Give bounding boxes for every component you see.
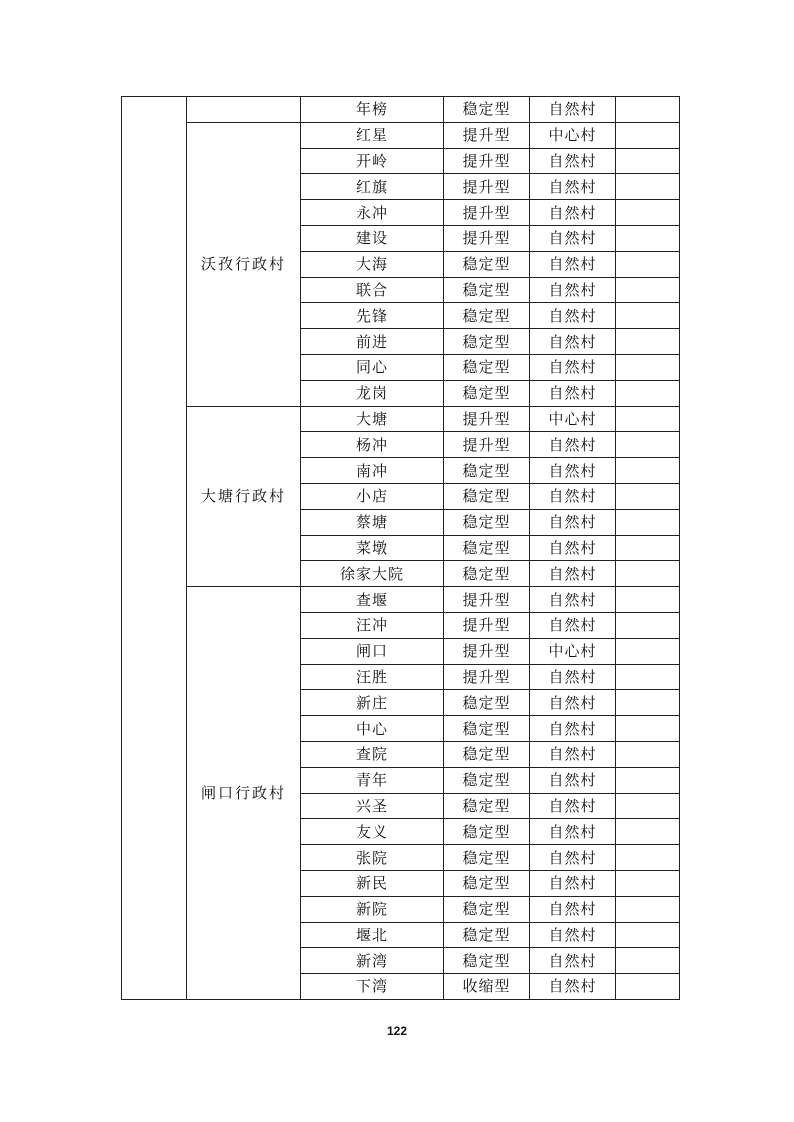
development-type-cell: 稳定型 — [444, 277, 530, 303]
village-level-cell: 自然村 — [530, 870, 616, 896]
village-level-cell: 自然村 — [530, 974, 616, 1000]
village-level-cell: 自然村 — [530, 354, 616, 380]
note-cell — [616, 948, 680, 974]
village-level-cell: 自然村 — [530, 432, 616, 458]
development-type-cell: 稳定型 — [444, 896, 530, 922]
development-type-cell: 稳定型 — [444, 303, 530, 329]
development-type-cell: 提升型 — [444, 406, 530, 432]
village-level-cell: 自然村 — [530, 458, 616, 484]
county-cell — [122, 97, 187, 1000]
note-cell — [616, 612, 680, 638]
village-name-cell: 大塘 — [301, 406, 444, 432]
page-number: 122 — [386, 1024, 408, 1038]
village-level-cell: 自然村 — [530, 251, 616, 277]
note-cell — [616, 97, 680, 123]
village-name-cell: 红旗 — [301, 174, 444, 200]
development-type-cell: 提升型 — [444, 122, 530, 148]
village-level-cell: 自然村 — [530, 690, 616, 716]
village-name-cell: 青年 — [301, 767, 444, 793]
development-type-cell: 稳定型 — [444, 741, 530, 767]
table-row — [122, 122, 680, 148]
village-name-cell: 闸口 — [301, 638, 444, 664]
note-cell — [616, 587, 680, 613]
village-name-cell: 徐家大院 — [301, 561, 444, 587]
note-cell — [616, 793, 680, 819]
admin-village-cell — [187, 97, 301, 123]
development-type-cell: 稳定型 — [444, 483, 530, 509]
table-body — [122, 97, 680, 1000]
village-level-cell: 自然村 — [530, 535, 616, 561]
village-level-cell: 自然村 — [530, 922, 616, 948]
development-type-cell: 提升型 — [444, 612, 530, 638]
village-name-cell: 新庄 — [301, 690, 444, 716]
village-name-cell: 开岭 — [301, 148, 444, 174]
note-cell — [616, 561, 680, 587]
village-name-cell: 杨冲 — [301, 432, 444, 458]
village-level-cell: 自然村 — [530, 303, 616, 329]
development-type-cell: 稳定型 — [444, 354, 530, 380]
note-cell — [616, 225, 680, 251]
development-type-cell: 提升型 — [444, 200, 530, 226]
village-level-cell: 自然村 — [530, 97, 616, 123]
village-name-cell: 红星 — [301, 122, 444, 148]
development-type-cell: 稳定型 — [444, 251, 530, 277]
development-type-cell: 稳定型 — [444, 690, 530, 716]
note-cell — [616, 329, 680, 355]
note-cell — [616, 870, 680, 896]
village-level-cell: 自然村 — [530, 200, 616, 226]
village-name-cell: 大海 — [301, 251, 444, 277]
village-name-cell: 永冲 — [301, 200, 444, 226]
village-name-cell: 查堰 — [301, 587, 444, 613]
development-type-cell: 提升型 — [444, 664, 530, 690]
village-level-cell: 自然村 — [530, 277, 616, 303]
village-level-cell: 自然村 — [530, 948, 616, 974]
village-level-cell: 自然村 — [530, 896, 616, 922]
village-name-cell: 同心 — [301, 354, 444, 380]
village-level-cell: 自然村 — [530, 380, 616, 406]
note-cell — [616, 819, 680, 845]
village-name-cell: 小店 — [301, 483, 444, 509]
village-name-cell: 南冲 — [301, 458, 444, 484]
village-level-cell: 自然村 — [530, 329, 616, 355]
village-level-cell: 自然村 — [530, 716, 616, 742]
village-level-cell: 自然村 — [530, 587, 616, 613]
development-type-cell: 稳定型 — [444, 870, 530, 896]
development-type-cell: 稳定型 — [444, 97, 530, 123]
note-cell — [616, 200, 680, 226]
table-row — [122, 587, 680, 613]
note-cell — [616, 767, 680, 793]
development-type-cell: 稳定型 — [444, 535, 530, 561]
note-cell — [616, 122, 680, 148]
development-type-cell: 提升型 — [444, 174, 530, 200]
village-name-cell: 兴圣 — [301, 793, 444, 819]
development-type-cell: 提升型 — [444, 638, 530, 664]
village-name-cell: 中心 — [301, 716, 444, 742]
village-name-cell: 友义 — [301, 819, 444, 845]
village-name-cell: 汪胜 — [301, 664, 444, 690]
note-cell — [616, 716, 680, 742]
note-cell — [616, 148, 680, 174]
village-name-cell: 蔡塘 — [301, 509, 444, 535]
note-cell — [616, 174, 680, 200]
village-name-cell: 龙岗 — [301, 380, 444, 406]
village-level-cell: 自然村 — [530, 741, 616, 767]
note-cell — [616, 380, 680, 406]
development-type-cell: 稳定型 — [444, 819, 530, 845]
village-level-cell: 自然村 — [530, 793, 616, 819]
development-type-cell: 稳定型 — [444, 509, 530, 535]
village-name-cell: 新民 — [301, 870, 444, 896]
note-cell — [616, 690, 680, 716]
note-cell — [616, 922, 680, 948]
village-level-cell: 自然村 — [530, 174, 616, 200]
note-cell — [616, 406, 680, 432]
village-level-cell: 自然村 — [530, 767, 616, 793]
village-level-cell: 自然村 — [530, 483, 616, 509]
village-name-cell: 菜墩 — [301, 535, 444, 561]
village-name-cell: 张院 — [301, 845, 444, 871]
development-type-cell: 稳定型 — [444, 845, 530, 871]
village-name-cell: 联合 — [301, 277, 444, 303]
village-name-cell: 年榜 — [301, 97, 444, 123]
village-planning-table — [121, 96, 680, 1000]
note-cell — [616, 664, 680, 690]
admin-village-cell: 闸口行政村 — [187, 587, 301, 1000]
village-level-cell: 自然村 — [530, 845, 616, 871]
development-type-cell: 稳定型 — [444, 716, 530, 742]
village-name-cell: 下湾 — [301, 974, 444, 1000]
table-row — [122, 97, 680, 123]
development-type-cell: 提升型 — [444, 587, 530, 613]
development-type-cell: 稳定型 — [444, 767, 530, 793]
village-name-cell: 建设 — [301, 225, 444, 251]
note-cell — [616, 896, 680, 922]
note-cell — [616, 638, 680, 664]
village-level-cell: 自然村 — [530, 225, 616, 251]
note-cell — [616, 845, 680, 871]
development-type-cell: 稳定型 — [444, 922, 530, 948]
admin-village-cell: 沃孜行政村 — [187, 122, 301, 406]
development-type-cell: 稳定型 — [444, 561, 530, 587]
development-type-cell: 提升型 — [444, 225, 530, 251]
note-cell — [616, 974, 680, 1000]
note-cell — [616, 509, 680, 535]
development-type-cell: 提升型 — [444, 432, 530, 458]
village-level-cell: 中心村 — [530, 406, 616, 432]
note-cell — [616, 251, 680, 277]
village-name-cell: 堰北 — [301, 922, 444, 948]
table-row — [122, 406, 680, 432]
note-cell — [616, 277, 680, 303]
development-type-cell: 提升型 — [444, 148, 530, 174]
development-type-cell: 收缩型 — [444, 974, 530, 1000]
development-type-cell: 稳定型 — [444, 329, 530, 355]
village-level-cell: 自然村 — [530, 819, 616, 845]
village-level-cell: 自然村 — [530, 561, 616, 587]
village-name-cell: 汪冲 — [301, 612, 444, 638]
note-cell — [616, 303, 680, 329]
village-level-cell: 自然村 — [530, 148, 616, 174]
village-level-cell: 自然村 — [530, 509, 616, 535]
village-name-cell: 前进 — [301, 329, 444, 355]
village-name-cell: 新湾 — [301, 948, 444, 974]
note-cell — [616, 432, 680, 458]
note-cell — [616, 354, 680, 380]
village-name-cell: 查院 — [301, 741, 444, 767]
development-type-cell: 稳定型 — [444, 948, 530, 974]
village-level-cell: 中心村 — [530, 122, 616, 148]
development-type-cell: 稳定型 — [444, 793, 530, 819]
village-level-cell: 自然村 — [530, 612, 616, 638]
village-name-cell: 先锋 — [301, 303, 444, 329]
note-cell — [616, 483, 680, 509]
note-cell — [616, 741, 680, 767]
development-type-cell: 稳定型 — [444, 380, 530, 406]
village-level-cell: 中心村 — [530, 638, 616, 664]
development-type-cell: 稳定型 — [444, 458, 530, 484]
village-level-cell: 自然村 — [530, 664, 616, 690]
note-cell — [616, 458, 680, 484]
village-name-cell: 新院 — [301, 896, 444, 922]
admin-village-cell: 大塘行政村 — [187, 406, 301, 587]
note-cell — [616, 535, 680, 561]
